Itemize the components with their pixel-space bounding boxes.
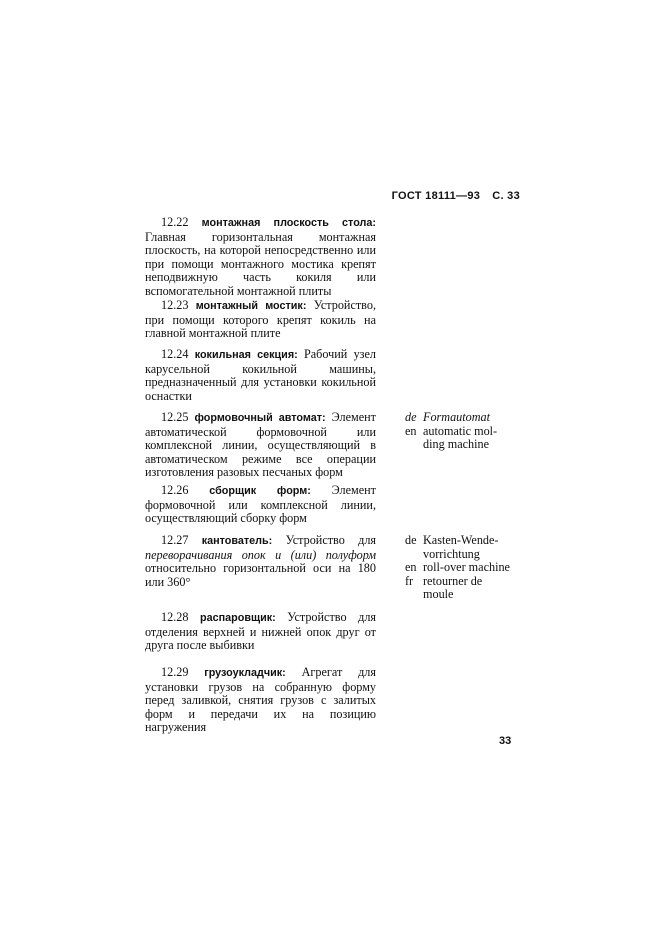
term-name: распаровщик: (200, 612, 276, 624)
term-definition: Главная горизонтальная монтажная плоскость, на которой непосредственно или при помощи монтажного мостика крепят неподвижную часть кокиля или вспомогательной монтажной плиты (145, 229, 376, 298)
term-definition: Элемент формовочной или комплексной линии, осуществляющий сборку форм (145, 483, 377, 526)
term-entry (145, 534, 376, 589)
term-entry (145, 216, 376, 299)
language-code: de (405, 533, 417, 547)
language-code: de (405, 410, 417, 424)
equivalent-line (405, 588, 525, 602)
equivalent-term: moule (423, 587, 454, 602)
equivalent-term: Kasten-Wende- (423, 533, 499, 547)
equivalent-line (405, 425, 525, 439)
equivalent-term: roll-over machine (423, 560, 510, 575)
equivalent-line (405, 438, 525, 452)
term-number: 12.26 (161, 483, 189, 497)
term-definition: Элемент автоматической формовочной или комплексной линии, осуществляющий в автоматическом режиме все операции изготовления разовых песчаных форм (145, 410, 376, 480)
term-number: 12.27 (161, 533, 189, 547)
term-name: кокильная секция: (194, 349, 298, 361)
equivalent-term: vorrichtung (423, 546, 480, 561)
term-entry (145, 411, 376, 480)
equivalent-line (405, 548, 525, 562)
term-definition: Устройство для (272, 533, 377, 547)
term-name: грузоукладчик: (204, 667, 286, 679)
term-number: 12.24 (161, 347, 189, 361)
term-definition: Агрегат для установки грузов на собранную форму перед заливкой, снятия грузов с залитых форм и передачи их на позицию нагружения (145, 665, 376, 735)
equivalent-term: automatic mol- (423, 423, 498, 438)
term-name: формовочный автомат: (194, 412, 326, 424)
term-name: сборщик форм: (209, 485, 311, 497)
page-header (392, 190, 520, 202)
term-definition: Устройство, при помощи которого крепят кокиль на главной монтажной плите (145, 298, 376, 341)
standard-code: ГОСТ 18111—93 (391, 190, 481, 202)
term-definition: относительно горизонтальной оси на 180 или 360° (145, 561, 376, 589)
term-entry (145, 666, 376, 735)
term-number: 12.25 (161, 410, 189, 424)
language-code: en (405, 423, 417, 438)
term-number: 12.29 (161, 665, 189, 679)
term-number: 12.22 (161, 215, 189, 229)
equivalent-line (405, 575, 525, 589)
term-definition: Устройство для отделения верхней и нижней опок друг от друга после выбивки (145, 610, 377, 653)
equivalent-term: retourner de (423, 573, 483, 588)
foreign-equivalents (405, 534, 525, 602)
equivalent-line (405, 411, 525, 425)
term-number: 12.28 (161, 610, 189, 624)
page-number: 33 (499, 735, 512, 747)
equivalent-term: Formautomat (423, 410, 491, 424)
equivalent-line (405, 534, 525, 548)
term-definition-italic: переворачивания опок и (или) полуформ (145, 547, 376, 562)
term-entry (145, 348, 376, 403)
term-entry (145, 611, 376, 653)
term-number: 12.23 (161, 298, 189, 312)
language-code: fr (405, 573, 414, 588)
language-code: en (405, 560, 417, 575)
term-name: монтажный мостик: (195, 300, 307, 312)
foreign-equivalents (405, 411, 525, 452)
equivalent-term: ding machine (423, 437, 489, 452)
term-entry (145, 299, 376, 341)
term-name: кантователь: (201, 535, 273, 547)
term-name: монтажная плоскость стола: (201, 217, 376, 229)
page-label: С. 33 (492, 190, 520, 202)
term-definition: Рабочий узел карусельной кокильной машины, предназначенный для установки кокильной оснастки (145, 347, 376, 403)
equivalent-line (405, 561, 525, 575)
term-entry (145, 484, 376, 526)
